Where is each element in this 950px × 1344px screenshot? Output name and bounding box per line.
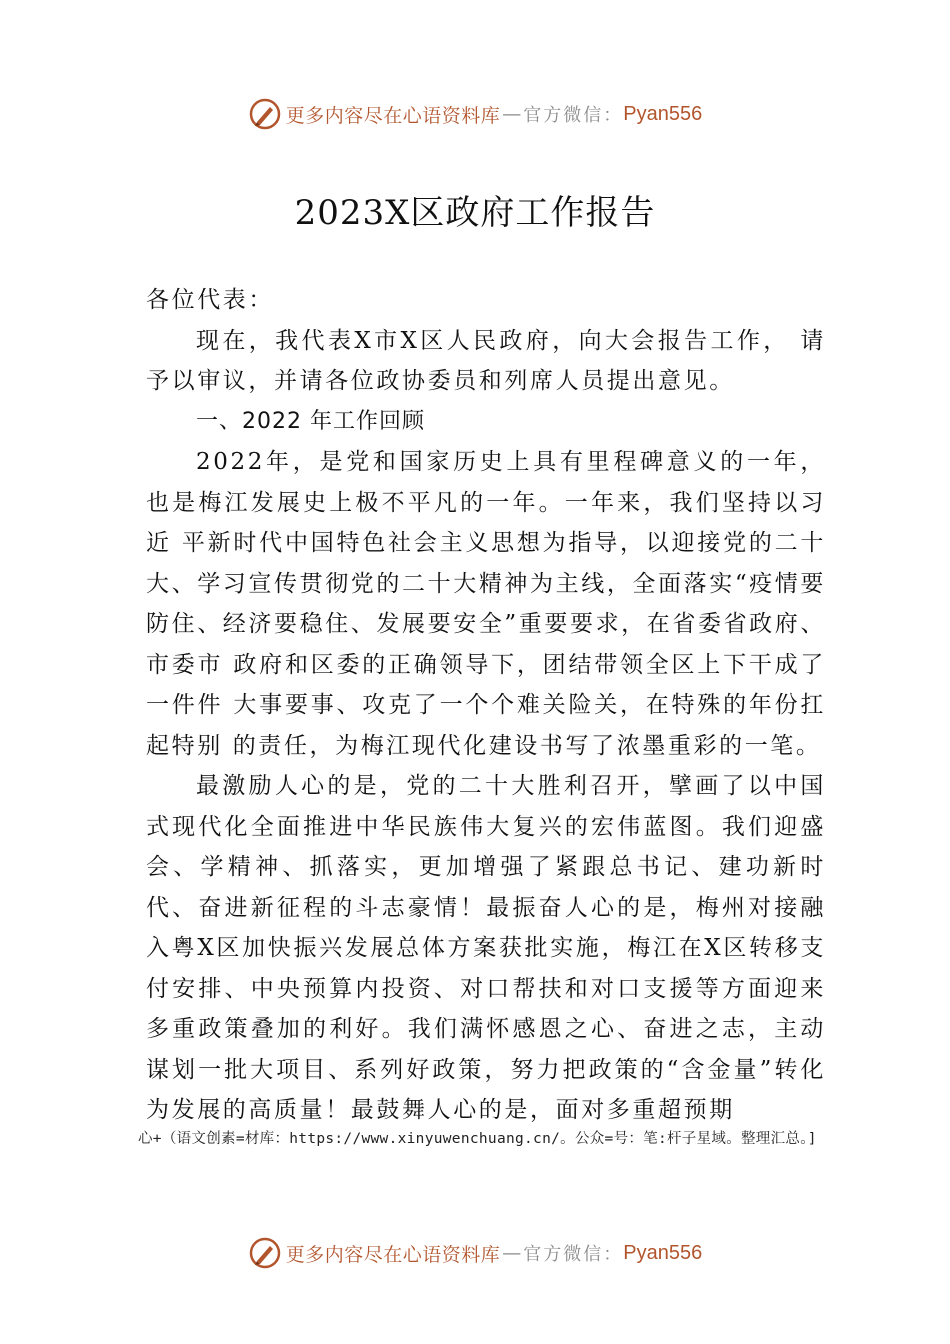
document-body: [146, 280, 826, 1131]
banner-wechat-label: 官方微信：: [523, 1244, 624, 1265]
intro-paragraph: 现在，我代表X市X区人民政府，向大会报告工作， 请予以审议，并请各位政协委员和列席人员提出意见。: [146, 327, 826, 394]
banner-wechat-label: 官方微信：: [523, 105, 624, 126]
banner-text: 更多内容尽在心语资料库: [285, 1243, 501, 1266]
pen-logo-icon: [248, 1236, 282, 1270]
document-title: 2023X区政府工作报告: [294, 193, 656, 233]
section-heading: 一、2022 年工作回顾: [196, 408, 425, 434]
banner-separator: —: [502, 103, 522, 125]
banner-separator: —: [502, 1242, 522, 1264]
source-footnote: 心+（语文创素=材库：https://www.xinyuwenchuang.cn/。公众=号：笔:杆子星域。整理汇总。]: [138, 1131, 817, 1147]
pen-logo-icon: [248, 97, 282, 131]
paragraph: 最激励人心的是，党的二十大胜利召开，擘画了以中国式现代化全面推进中华民族伟大复兴的宏伟蓝图。我们迎盛会、学精神、抓落实，更加增强了紧跟总书记、建功新时代、奋进新征程的斗志豪情！最振奋人心的是，梅州对接融入粤X区加快振兴发展总体方案获批实施，梅江在X区转移支付安排、中央预算内投资、对口帮扶和对口支援等方面迎来多重政策叠加的利好。我们满怀感恩之心、奋进之志，主动谋划一批大项目、系列好政策，努力把政策的“含金量”转化为发展的高质量！最鼓舞人心的是，面对多重超预期: [146, 773, 826, 1123]
banner-text: 更多内容尽在心语资料库: [285, 104, 501, 127]
header-banner: [0, 94, 950, 134]
footer-banner: [0, 1233, 950, 1273]
banner-wechat-id: Pyan556: [623, 102, 703, 125]
paragraph: 2022年，是党和国家历史上具有里程碑意义的一年，也是梅江发展史上极不平凡的一年。一年来，我们坚持以习近 平新时代中国特色社会主义思想为指导，以迎接党的二十大、学习宣传贯彻党的二十大精神为主线，全面落实“疫情要防住、经济要稳住、发展要安全”重要要求，在省委省政府、市委市 政府和区委的正确领导下，团结带领全区上下干成了一件件 大事要事、攻克了一个个难关险关，在特殊的年份扛起特别 的责任，为梅江现代化建设书写了浓墨重彩的一笔。: [146, 449, 826, 759]
banner-wechat-id: Pyan556: [623, 1241, 703, 1264]
salutation: 各位代表：: [146, 287, 274, 313]
